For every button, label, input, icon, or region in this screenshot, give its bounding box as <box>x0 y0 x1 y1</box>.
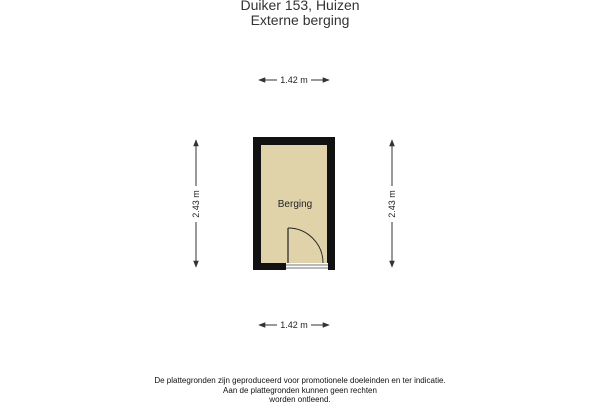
dimension-label-left: 2.43 m <box>191 190 201 218</box>
disclaimer-line-1: De plattegronden zijn geproduceerd voor promotionele doeleinden en ter indicatie. <box>154 376 446 385</box>
dimension-label-bottom: 1.42 m <box>280 320 308 330</box>
room-label: Berging <box>277 199 313 210</box>
plan-address-title: Duiker 153, Huizen <box>240 0 360 13</box>
dimension-bottom <box>259 318 329 331</box>
dimension-label-top: 1.42 m <box>280 75 308 85</box>
door-opening <box>286 263 328 270</box>
dimension-top <box>259 73 329 86</box>
dimension-left <box>189 140 203 267</box>
dimension-label-right: 2.43 m <box>387 190 397 218</box>
disclaimer-line-2: Aan de plattegronden kunnen geen rechten <box>223 386 377 395</box>
dimension-right <box>385 140 399 267</box>
disclaimer-line-3: worden ontleend. <box>269 395 331 404</box>
plan-floor-title: Externe berging <box>250 12 350 28</box>
storage-room <box>253 137 335 270</box>
